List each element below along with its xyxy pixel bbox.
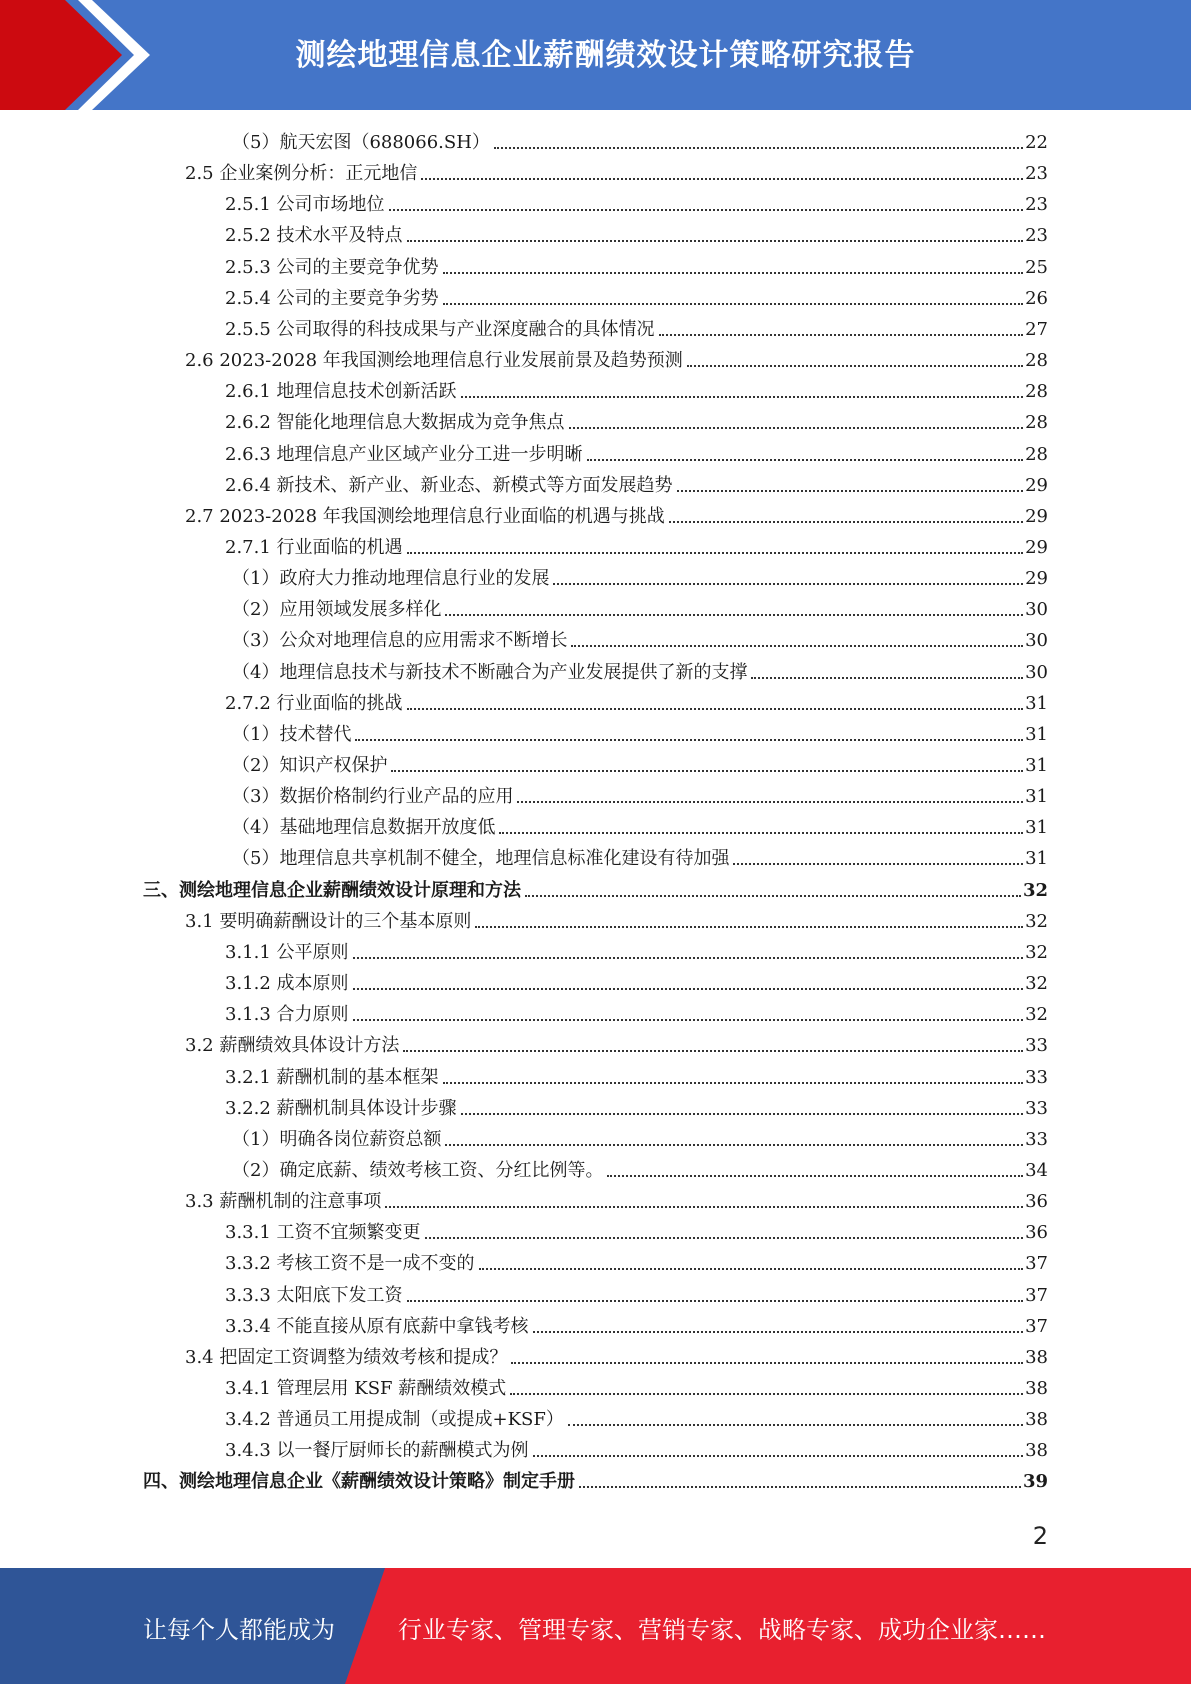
- toc-entry-page: 29: [1025, 568, 1048, 590]
- page-number: 2: [1032, 1522, 1048, 1550]
- toc-entry-title: 2.6 2023-2028 年我国测绘地理信息行业发展前景及趋势预测: [185, 350, 683, 372]
- toc-entry[interactable]: [185, 1031, 1048, 1057]
- toc-dot-leader: [385, 1205, 1023, 1208]
- toc-entry[interactable]: [143, 1467, 1048, 1493]
- toc-dot-leader: [669, 520, 1023, 523]
- toc-dot-leader: [587, 458, 1024, 461]
- toc-dot-leader: [568, 1423, 1023, 1426]
- toc-entry-page: 37: [1025, 1284, 1048, 1306]
- toc-entry-title: 四、测绘地理信息企业《薪酬绩效设计策略》制定手册: [143, 1471, 575, 1493]
- toc-entry[interactable]: [232, 1125, 1048, 1151]
- toc-entry[interactable]: [185, 1343, 1048, 1369]
- toc-dot-leader: [461, 395, 1024, 398]
- toc-entry[interactable]: [232, 564, 1048, 590]
- toc-entry-page: 38: [1025, 1409, 1048, 1431]
- toc-entry-page: 32: [1025, 941, 1048, 963]
- toc-entry-title: 3.1.1 公平原则: [225, 941, 349, 963]
- toc-entry[interactable]: [225, 1094, 1048, 1120]
- toc-entry-title: （2）确定底薪、绩效考核工资、分红比例等。: [232, 1159, 604, 1181]
- toc-entry-title: 3.3.4 不能直接从原有底薪中拿钱考核: [225, 1315, 529, 1337]
- toc-dot-leader: [571, 644, 1023, 647]
- toc-entry-title: 3.4.2 普通员工用提成制（或提成+KSF）: [225, 1409, 564, 1431]
- toc-entry-page: 23: [1025, 163, 1048, 185]
- toc-dot-leader: [391, 769, 1023, 772]
- toc-entry-page: 30: [1025, 661, 1048, 683]
- toc-dot-leader: [533, 1454, 1024, 1457]
- toc-entry[interactable]: [143, 876, 1048, 902]
- toc-dot-leader: [353, 987, 1024, 990]
- toc-dot-leader: [443, 1081, 1024, 1084]
- toc-entry[interactable]: [232, 751, 1048, 777]
- toc-entry-title: 2.5 企业案例分析：正元地信: [185, 163, 418, 185]
- toc-entry-page: 29: [1025, 474, 1048, 496]
- toc-entry-title: 3.4.1 管理层用 KSF 薪酬绩效模式: [225, 1378, 507, 1399]
- toc-dot-leader: [407, 1299, 1024, 1302]
- toc-dot-leader: [407, 239, 1024, 242]
- toc-dot-leader: [403, 1049, 1023, 1052]
- toc-entry-title: （5）航天宏图（688066.SH）: [232, 132, 490, 153]
- toc-entry[interactable]: [232, 595, 1048, 621]
- toc-entry-page: 23: [1025, 225, 1048, 247]
- toc-entry-title: 3.4.3 以一餐厅厨师长的薪酬模式为例: [225, 1440, 529, 1462]
- toc-entry[interactable]: [225, 1000, 1048, 1026]
- toc-entry[interactable]: [225, 1063, 1048, 1089]
- toc-entry[interactable]: [225, 190, 1048, 216]
- toc-dot-leader: [511, 1361, 1023, 1364]
- toc-entry[interactable]: [232, 658, 1048, 684]
- toc-entry-page: 28: [1025, 381, 1048, 403]
- toc-entry[interactable]: [225, 221, 1048, 247]
- toc-entry-page: 33: [1025, 1035, 1048, 1057]
- toc-entry-title: 2.6.1 地理信息技术创新活跃: [225, 381, 457, 403]
- toc-entry-title: 3.3.2 考核工资不是一成不变的: [225, 1253, 475, 1275]
- toc-dot-leader: [687, 364, 1023, 367]
- toc-entry[interactable]: [225, 253, 1048, 279]
- toc-entry-page: 30: [1025, 599, 1048, 621]
- toc-dot-leader: [407, 551, 1024, 554]
- toc-entry[interactable]: [232, 1156, 1048, 1182]
- toc-entry-page: 31: [1025, 755, 1048, 776]
- footer-slogan-left: 让每个人都能成为: [143, 1616, 335, 1644]
- toc-entry[interactable]: [225, 1218, 1048, 1244]
- toc-entry[interactable]: [225, 471, 1048, 497]
- toc-entry[interactable]: [232, 626, 1048, 652]
- toc-entry[interactable]: [225, 440, 1048, 466]
- toc-entry-page: 32: [1025, 1004, 1048, 1026]
- toc-entry-page: 37: [1025, 1253, 1048, 1275]
- toc-entry-page: 30: [1025, 630, 1048, 652]
- toc-entry[interactable]: [225, 315, 1048, 341]
- toc-dot-leader: [461, 1112, 1024, 1115]
- toc-entry-title: 2.6.3 地理信息产业区域产业分工进一步明晰: [225, 443, 583, 465]
- toc-entry-title: （2）知识产权保护: [232, 755, 388, 776]
- toc-dot-leader: [421, 177, 1023, 180]
- toc-dot-leader: [389, 208, 1024, 211]
- toc-entry-page: 39: [1022, 1471, 1048, 1493]
- toc-entry-title: 3.3.3 太阳底下发工资: [225, 1284, 403, 1306]
- toc-entry-page: 33: [1025, 1066, 1048, 1088]
- toc-entry[interactable]: [225, 284, 1048, 310]
- toc-entry-page: 33: [1025, 1128, 1048, 1150]
- toc-entry-page: 38: [1025, 1346, 1048, 1368]
- toc-entry-page: 33: [1025, 1097, 1048, 1119]
- toc-entry-title: 3.4 把固定工资调整为绩效考核和提成？: [185, 1346, 508, 1368]
- toc-dot-leader: [499, 831, 1023, 834]
- toc-entry-title: （4）地理信息技术与新技术不断融合为产业发展提供了新的支撑: [232, 661, 748, 683]
- toc-entry[interactable]: [225, 1405, 1048, 1431]
- toc-entry-title: 3.1 要明确薪酬设计的三个基本原则: [185, 910, 472, 932]
- toc-dot-leader: [353, 956, 1024, 959]
- toc-entry-page: 23: [1025, 194, 1048, 216]
- toc-entry-page: 31: [1025, 817, 1048, 839]
- toc-dot-leader: [579, 1485, 1021, 1488]
- toc-entry-page: 25: [1025, 256, 1048, 278]
- toc-entry-page: 27: [1025, 318, 1048, 340]
- toc-entry[interactable]: [232, 782, 1048, 808]
- toc-entry[interactable]: [225, 938, 1048, 964]
- toc-entry-title: 三、测绘地理信息企业薪酬绩效设计原理和方法: [143, 879, 521, 901]
- toc-entry[interactable]: [225, 1249, 1048, 1275]
- toc-entry[interactable]: [232, 720, 1048, 746]
- toc-entry-page: 29: [1025, 536, 1048, 558]
- toc-entry-title: 3.2.1 薪酬机制的基本框架: [225, 1066, 439, 1088]
- toc-dot-leader: [569, 426, 1024, 429]
- toc-entry[interactable]: [185, 502, 1048, 528]
- toc-entry-page: 31: [1025, 786, 1048, 808]
- toc-dot-leader: [733, 862, 1023, 865]
- toc-entry-title: 3.2.2 薪酬机制具体设计步骤: [225, 1097, 457, 1119]
- toc-dot-leader: [517, 800, 1023, 803]
- toc-entry-page: 32: [1025, 910, 1048, 932]
- toc-entry-page: 34: [1025, 1159, 1048, 1181]
- toc-dot-leader: [479, 1267, 1024, 1270]
- toc-dot-leader: [475, 925, 1023, 928]
- toc-entry[interactable]: [232, 128, 1048, 154]
- toc-entry-title: 2.7.2 行业面临的挑战: [225, 692, 403, 714]
- toc-entry-page: 31: [1025, 692, 1048, 714]
- toc-entry-title: 3.2 薪酬绩效具体设计方法: [185, 1035, 400, 1057]
- toc-dot-leader: [659, 333, 1024, 336]
- toc-dot-leader: [407, 707, 1024, 710]
- toc-dot-leader: [751, 676, 1023, 679]
- toc-entry[interactable]: [225, 969, 1048, 995]
- toc-dot-leader: [677, 489, 1024, 492]
- toc-entry-title: （1）技术替代: [232, 723, 352, 745]
- toc-entry-title: 3.3.1 工资不宜频繁变更: [225, 1222, 421, 1244]
- toc-entry-title: （3）公众对地理信息的应用需求不断增长: [232, 630, 568, 652]
- toc-entry-title: 2.7.1 行业面临的机遇: [225, 536, 403, 558]
- toc-entry[interactable]: [225, 1374, 1048, 1400]
- toc-entry-title: 2.5.5 公司取得的科技成果与产业深度融合的具体情况: [225, 318, 655, 340]
- toc-dot-leader: [355, 738, 1023, 741]
- toc-entry[interactable]: [225, 533, 1048, 559]
- toc-entry-page: 37: [1025, 1315, 1048, 1337]
- toc-entry-page: 29: [1025, 505, 1048, 527]
- toc-entry-title: （5）地理信息共享机制不健全，地理信息标准化建设有待加强: [232, 848, 730, 870]
- toc-entry-title: 2.5.2 技术水平及特点: [225, 225, 403, 247]
- toc-entry[interactable]: [185, 907, 1048, 933]
- toc-dot-leader: [525, 894, 1021, 897]
- toc-entry-title: 3.1.3 合力原则: [225, 1004, 349, 1026]
- toc-entry-title: 2.5.4 公司的主要竞争劣势: [225, 287, 439, 309]
- toc-entry[interactable]: [185, 346, 1048, 372]
- toc-entry-title: 2.6.2 智能化地理信息大数据成为竞争焦点: [225, 412, 565, 434]
- toc-entry-title: 2.6.4 新技术、新产业、新业态、新模式等方面发展趋势: [225, 474, 673, 496]
- toc-dot-leader: [443, 271, 1024, 274]
- report-title: 测绘地理信息企业薪酬绩效设计策略研究报告: [295, 38, 916, 73]
- toc-entry-page: 36: [1025, 1222, 1048, 1244]
- toc-entry-title: （1）明确各岗位薪资总额: [232, 1128, 442, 1150]
- footer-slogan-right: 行业专家、管理专家、营销专家、战略专家、成功企业家……: [398, 1616, 1046, 1644]
- toc-entry-page: 31: [1025, 848, 1048, 870]
- toc-entry-title: 2.5.3 公司的主要竞争优势: [225, 256, 439, 278]
- toc-entry-title: （3）数据价格制约行业产品的应用: [232, 786, 514, 808]
- toc-entry-page: 26: [1025, 287, 1048, 309]
- toc-entry[interactable]: [185, 1187, 1048, 1213]
- toc-entry-title: （1）政府大力推动地理信息行业的发展: [232, 568, 550, 590]
- toc-entry-title: （4）基础地理信息数据开放度低: [232, 817, 496, 839]
- toc-dot-leader: [510, 1392, 1023, 1395]
- toc-dot-leader: [353, 1018, 1024, 1021]
- toc-entry[interactable]: [232, 813, 1048, 839]
- toc-entry-page: 28: [1025, 350, 1048, 372]
- toc-dot-leader: [607, 1174, 1023, 1177]
- toc-entry[interactable]: [225, 1281, 1048, 1307]
- toc-entry-page: 28: [1025, 412, 1048, 434]
- toc-entry-title: 2.7 2023-2028 年我国测绘地理信息行业面临的机遇与挑战: [185, 505, 665, 527]
- toc-entry[interactable]: [185, 159, 1048, 185]
- toc-entry[interactable]: [225, 408, 1048, 434]
- toc-entry-title: 2.5.1 公司市场地位: [225, 194, 385, 216]
- toc-dot-leader: [443, 302, 1024, 305]
- toc-entry[interactable]: [232, 844, 1048, 870]
- toc-entry[interactable]: [225, 689, 1048, 715]
- toc-entry-title: 3.1.2 成本原则: [225, 973, 349, 995]
- toc-entry-page: 28: [1025, 443, 1048, 465]
- toc-entry-page: 36: [1025, 1191, 1048, 1213]
- page-footer: [0, 1568, 1191, 1684]
- toc-dot-leader: [445, 1143, 1023, 1146]
- toc-entry-page: 38: [1025, 1440, 1048, 1462]
- toc-dot-leader: [553, 582, 1023, 585]
- toc-dot-leader: [494, 146, 1023, 149]
- toc-entry-page: 38: [1025, 1378, 1048, 1399]
- toc-entry-page: 31: [1025, 723, 1048, 745]
- toc-dot-leader: [533, 1330, 1024, 1333]
- toc-entry-page: 32: [1025, 973, 1048, 995]
- toc-entry[interactable]: [225, 377, 1048, 403]
- toc-entry-title: （2）应用领域发展多样化: [232, 599, 442, 621]
- toc-dot-leader: [445, 613, 1023, 616]
- toc-entry[interactable]: [225, 1312, 1048, 1338]
- toc-entry-page: 22: [1025, 132, 1048, 153]
- toc-entry[interactable]: [225, 1436, 1048, 1462]
- page-header: [0, 0, 1191, 110]
- toc-entry-title: 3.3 薪酬机制的注意事项: [185, 1191, 382, 1213]
- toc-entry-page: 32: [1022, 879, 1048, 901]
- toc-dot-leader: [425, 1236, 1024, 1239]
